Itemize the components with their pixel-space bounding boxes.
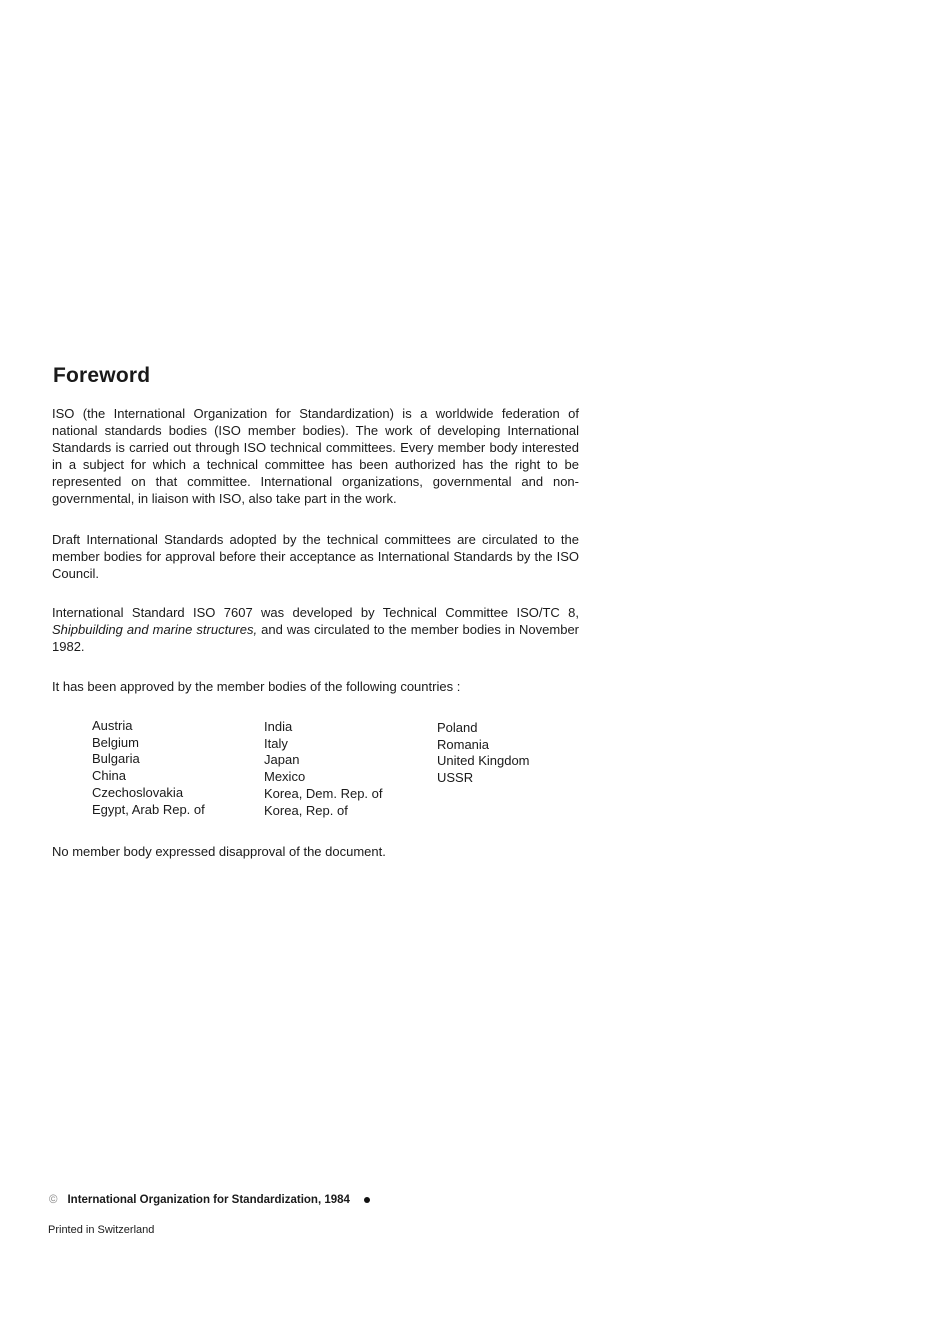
country-item: Czechoslovakia xyxy=(92,784,184,800)
paragraph-iso-intro: ISO (the International Organization for Standardization) is a worldwide federation of national standards bodies (ISO member bodies). The work of developing International Standards is carried out through ISO technical committees. Every member body interested in a subject for which a technical committee has been authorized has the right to be represented on that committee. International organizations, governmental and non-governmental, in liaison with ISO, also take part in the work. xyxy=(52,406,579,506)
country-item: Poland xyxy=(437,720,478,735)
paragraph-draft-standards: Draft International Standards adopted by the technical committees are circulated to the member bodies for approval before their acceptance as International Standards by the ISO Council. xyxy=(52,532,579,581)
country-item: Italy xyxy=(264,735,288,751)
country-list-col3 xyxy=(437,720,530,787)
country-item: Japan xyxy=(264,752,300,768)
country-item: Korea, Rep. of xyxy=(264,802,348,818)
paragraph-approval: It has been approved by the member bodies of the following countries : xyxy=(52,679,461,694)
country-item: United Kingdom xyxy=(437,753,530,769)
country-item: Bulgaria xyxy=(92,751,140,767)
page-title: Foreword xyxy=(53,364,151,387)
paragraph-iso-7607 xyxy=(52,604,579,655)
country-item: Korea, Dem. Rep. of xyxy=(264,785,383,801)
country-item: India xyxy=(264,719,293,734)
copyright-line xyxy=(49,1194,370,1206)
paragraph-no-disapproval: No member body expressed disapproval of the document. xyxy=(52,844,386,859)
country-item: Romania xyxy=(437,736,490,752)
country-item: Belgium xyxy=(92,734,139,750)
p3-text-before: International Standard ISO 7607 was developed by Technical Committee ISO/TC 8, xyxy=(52,605,579,620)
country-list-col1 xyxy=(92,718,205,818)
copyright-text: International Organization for Standardization, 1984 xyxy=(67,1194,350,1206)
country-item: Austria xyxy=(92,718,133,733)
country-item: China xyxy=(92,768,126,784)
country-item: USSR xyxy=(437,770,474,786)
p3-text-after: and was circulated to the member bodies in November 1982. xyxy=(52,622,580,654)
copyright-icon: © xyxy=(49,1194,58,1206)
printed-in: Printed in Switzerland xyxy=(48,1224,155,1236)
country-list-col2 xyxy=(264,719,383,819)
bullet-icon xyxy=(364,1197,370,1203)
country-item: Mexico xyxy=(264,769,306,785)
country-item: Egypt, Arab Rep. of xyxy=(92,801,205,817)
committee-name: Shipbuilding and marine structures, xyxy=(52,622,258,637)
